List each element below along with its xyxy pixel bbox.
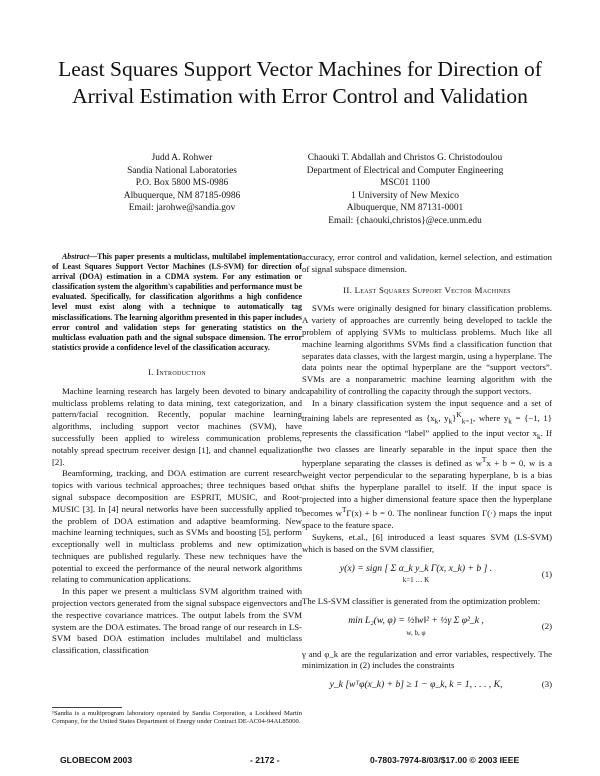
section-title: Least Squares Support Vector Machines (354, 284, 511, 295)
right-column (302, 252, 552, 700)
section-heading-lssvm (302, 285, 552, 297)
abstract-text: —This paper presents a multiclass, multilabel implementation of Least Squares Support Vector Machines (LS-SVM) for direction of arrival (DOA) estimation in a CDMA system. For any estimation or classification system the algorithm's capabilities and performance must be evaluated. Specifically, for classification algorithms a high confidence level must exist along with a technique to automatically tag misclassifications. The learning algorithm presented in this paper includes error control and validation steps for generating statistics on the multiclass evaluation path and the signal subspace dimension. The error statistics provide a confidence level of the classification accuracy. (52, 252, 302, 352)
paragraph: SVMs were originally designed for binary classification problems. A variety of approaches are currently being developed to tackle the problem of applying SVMs to multiclass problems. Much like all machine learning algorithms SVMs find a classification function that separates data classes, with the largest margin, using a hyperplane. The data points near the optimal hyperplane are the “support vectors”. SVMs are a nonparametric machine learning algorithm with the capability of controlling the capacity through the support vectors. (302, 303, 552, 396)
email-line: Email: jarohwe@sandia.gov (128, 203, 236, 214)
paragraph: Machine learning research has largely been devoted to binary and multiclass problems relating to data mining, text categorization, and pattern/facial recognition. Recently, popular machine learning algorithms, including support vector machines (SVM), have successfully been applied to wireless communication problems, notably spread spectrum receiver design [1], and channel equalization [2]. (52, 385, 302, 467)
affiliation-line: MSC01 1100 (380, 178, 430, 189)
equation-3 (302, 679, 552, 691)
equation-text: y(x) = sign [ Σ α_k y_k Γ(x, x_k) + b ] . (339, 562, 493, 574)
author-name: Judd A. Rohwer (151, 153, 213, 163)
abstract (52, 252, 302, 353)
equation-number: (1) (541, 568, 552, 579)
left-column (52, 252, 302, 657)
equation-number: (3) (541, 679, 552, 690)
affiliation-line: Sandia National Laboratories (127, 165, 237, 176)
footer-conference: GLOBECOM 2003 (60, 755, 133, 765)
paper-title: Least Squares Support Vector Machines for Direction of Arrival Estimation with Error Control and Validation (58, 57, 542, 108)
affiliation-line: Albuquerque, NM 87131-0001 (346, 203, 464, 214)
footer-copyright: 0-7803-7974-8/03/$17.00 © 2003 IEEE (370, 755, 520, 765)
equation-text: min L₂(w, φ) = ½‖w‖² + ½γ Σ φ²_k , (348, 614, 484, 626)
paragraph: The LS-SVM classifier is generated from the optimization problem: (302, 596, 541, 607)
author-block-rohwer (92, 152, 272, 215)
paragraph: Suykens, et.al., [6] introduced a least squares SVM (LS-SVM) which is based on the SVM classifier, (302, 531, 552, 554)
author-name: Chaouki T. Abdallah and Christos G. Christodoulou (307, 153, 503, 163)
paragraph: In a binary classification system the input sequence and a set of training labels are represented as {$x_k$, $y_k\}^K_{k=1}$, where $y_k = \{-1$, 1} represents the classification “label” applied to the input vector $x_k$. If the two classes are linearly separable in the input space then the hyperplane separating the classes is defined as $w^Tx + b = 0$, w is a weight vector perpendicular to the separating hyperplane, b is a bias that shifts the hyperplane parallel to itself. If the input space is projected into a higher dimensional feature space then the hyperplane becomes $w^T\Gamma(x) + b = 0$. The nonlinear function Γ(·) maps the input space to the feature space. (302, 397, 553, 531)
abstract-label: Abstract (62, 252, 90, 261)
section-number: II. (343, 284, 353, 295)
equation-1 (302, 563, 552, 588)
equation-text: y_k [wᵀφ(x_k) + b] ≥ 1 − φ_k, k = 1, . . . , K, (329, 679, 503, 691)
equation-limits: k=1 … K (402, 576, 430, 585)
affiliation-line: Department of Electrical and Computer Engineering (306, 165, 504, 176)
equation-2 (302, 615, 552, 640)
footnote: ¹Sandia is a multiprogram laboratory operated by Sandia Corporation, a Lockheed Martin Company, for the United States Department of Energy under Contract DE-AC04-94AL85000. (52, 710, 302, 726)
footnote-rule (52, 707, 122, 708)
affiliation-line: P.O. Box 5800 MS-0986 (135, 178, 229, 189)
equation-number: (2) (541, 621, 552, 632)
section-title: Introduction (156, 366, 207, 377)
paragraph: Beamforming, tracking, and DOA estimation are current research topics with various technical approaches; three techniques based on signal subspace decomposition are ESPRIT, MUSIC, and Root-MUSIC [3]. In [4] neural networks have been successfully applied to the problem of DOA estimation and adaptive beamforming. New machine learning techniques, such as SVMs and boosting [5], perform exceptionally well in multiclass problems and new optimization techniques are published regularly. These new techniques have the potential to exceed the performance of the neural network algorithms relating to communication applications. (52, 468, 302, 585)
equation-limits: w, b, φ (406, 628, 426, 637)
section-number: I. (147, 366, 154, 377)
affiliation-line: 1 University of New Mexico (351, 190, 459, 201)
author-block-abdallah-christodoulou (270, 152, 540, 228)
paragraph: In this paper we present a multiclass SVM algorithm trained with projection vectors generated from the signal subspace eigenvectors and the respective covariance matrices. The output labels from the SVM system are the DOA estimates. The broad range of our research in LS-SVM based DOA estimation includes multilabel and multiclass classification, classification (52, 586, 302, 656)
affiliation-line: Albuquerque, NM 87185-0986 (123, 190, 241, 201)
paragraph: accuracy, error control and validation, kernel selection, and estimation of signal subspace dimension. (302, 252, 552, 274)
footer-page-number: - 2172 - (250, 755, 280, 765)
paragraph: γ and φ_k are the regularization and error variables, respectively. The minimization in (2) includes the constraints (302, 648, 552, 671)
email-line: Email: {chaouki,christos}@ece.unm.edu (328, 215, 482, 226)
section-heading-introduction (52, 367, 302, 379)
